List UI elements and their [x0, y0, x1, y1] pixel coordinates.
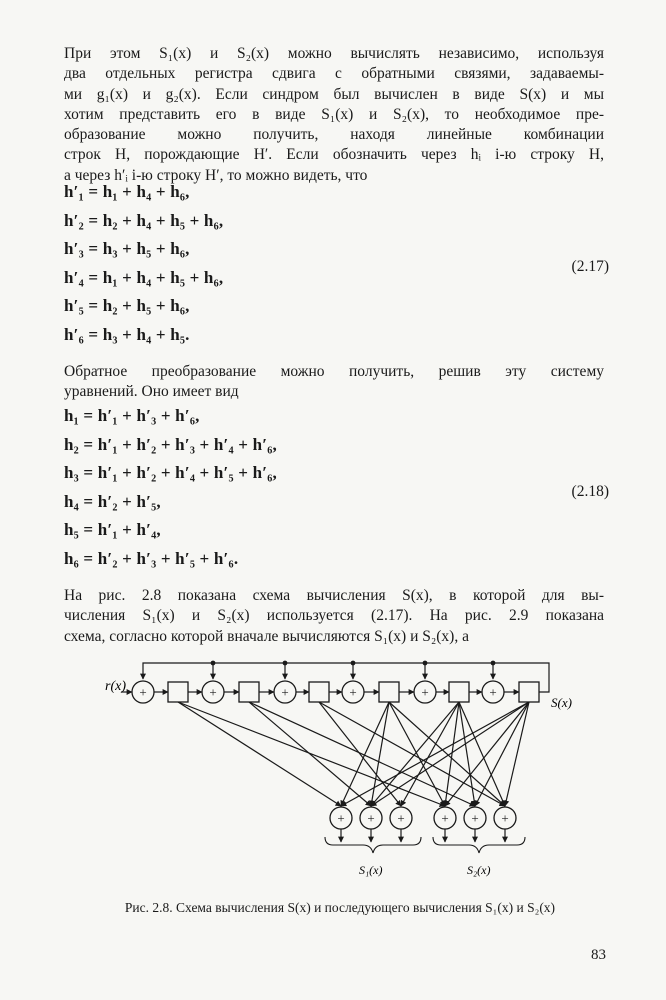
- adder-symbol: +: [501, 810, 509, 826]
- equation-number-2-18: (2.18): [571, 483, 609, 500]
- equation-line: h₄ = h′₂ + h′₅,: [64, 491, 161, 511]
- equation-system-2-18: [64, 406, 609, 576]
- adder-symbol: +: [421, 684, 429, 700]
- equation-system-2-17: [64, 182, 609, 352]
- adder-symbol: +: [337, 810, 345, 826]
- paragraph-3: [64, 586, 604, 647]
- equation-line: h₃ = h′₁ + h′₂ + h′₄ + h′₅ + h′₆,: [64, 463, 277, 482]
- text-line: а через h′ᵢ i-ю строку H′, то можно видеть, что: [64, 166, 368, 184]
- adder-symbol: +: [441, 810, 449, 826]
- s2-brace: [433, 837, 525, 853]
- equation-line: h′₄ = h₁ + h₄ + h₅ + h₆,: [64, 267, 224, 287]
- equation-line: h₆ = h′₂ + h′₃ + h′₅ + h′₆.: [64, 548, 239, 568]
- s1-label: S₁(x): [359, 863, 383, 877]
- shift-register-cell: [449, 682, 469, 702]
- equation-line: h′₃ = h₃ + h₅ + h₆,: [64, 239, 190, 258]
- shift-register-cell: [519, 682, 539, 702]
- paragraph-1: [64, 44, 604, 186]
- text-line: ми g₁(x) и g₂(x). Если синдром был вычислен в виде S(x) и мы: [64, 85, 604, 103]
- junction-dot: [491, 661, 496, 666]
- text-line: На рис. 2.8 показана схема вычисления S(x), в которой для вы-: [64, 587, 604, 604]
- equation-line: h′₂ = h₂ + h₄ + h₅ + h₆,: [64, 210, 224, 230]
- output-label: S(x): [551, 695, 572, 710]
- text-line: При этом S₁(x) и S₂(x) можно вычислять независимо, используя: [64, 45, 604, 62]
- adder-symbol: +: [349, 684, 357, 700]
- shift-register-cell: [309, 682, 329, 702]
- adder-symbol: +: [139, 684, 147, 700]
- text-line: Обратное преобразование можно получить, решив эту систему: [64, 363, 604, 380]
- equation-line: h′₆ = h₃ + h₄ + h₅.: [64, 324, 190, 344]
- text-line: уравнений. Оно имеет вид: [64, 383, 239, 401]
- equation-line: h′₁ = h₁ + h₄ + h₆,: [64, 182, 190, 201]
- circuit-diagram: [95, 655, 595, 885]
- text-line: два отдельных регистра сдвига с обратными связями, задаваемы-: [64, 65, 604, 83]
- junction-dot: [211, 661, 216, 666]
- adder-symbol: +: [489, 684, 497, 700]
- figure-caption: Рис. 2.8. Схема вычисления S(x) и последующего вычисления S₁(x) и S₂(x): [124, 900, 556, 915]
- junction-dot: [283, 661, 288, 666]
- equation-line: h′₅ = h₂ + h₅ + h₆,: [64, 296, 190, 315]
- equation-line: h₂ = h′₁ + h′₂ + h′₃ + h′₄ + h′₆,: [64, 434, 277, 454]
- equation-line: h₁ = h′₁ + h′₃ + h′₆,: [64, 406, 200, 425]
- shift-register-cell: [168, 682, 188, 702]
- text-line: строк H, порождающие H′. Если обозначить через hᵢ i-ю строку H,: [64, 146, 604, 164]
- adder-symbol: +: [471, 810, 479, 826]
- s1-brace: [325, 837, 421, 853]
- paragraph-2: [64, 362, 604, 403]
- text-line: схема, согласно которой вначале вычисляются S₁(x) и S₂(x), а: [64, 627, 469, 645]
- s2-label: S₂(x): [467, 863, 491, 877]
- junction-dot: [351, 661, 356, 666]
- equation-number-2-17: (2.17): [571, 258, 609, 275]
- page-number: 83: [591, 947, 606, 963]
- input-label: r(x): [105, 679, 126, 694]
- shift-register-cell: [379, 682, 399, 702]
- adder-symbol: +: [367, 810, 375, 826]
- adder-symbol: +: [397, 810, 405, 826]
- shift-register-cell: [239, 682, 259, 702]
- text-line: образование можно получить, находя линейные комбинации: [64, 126, 604, 144]
- junction-dot: [423, 661, 428, 666]
- text-line: числения S₁(x) и S₂(x) используется (2.17). На рис. 2.9 показана: [64, 607, 604, 625]
- adder-symbol: +: [281, 684, 289, 700]
- equation-line: h₅ = h′₁ + h′₄,: [64, 520, 161, 539]
- adder-symbol: +: [209, 684, 217, 700]
- text-line: хотим представить его в виде S₁(x) и S₂(x), то необходимое пре-: [64, 105, 604, 123]
